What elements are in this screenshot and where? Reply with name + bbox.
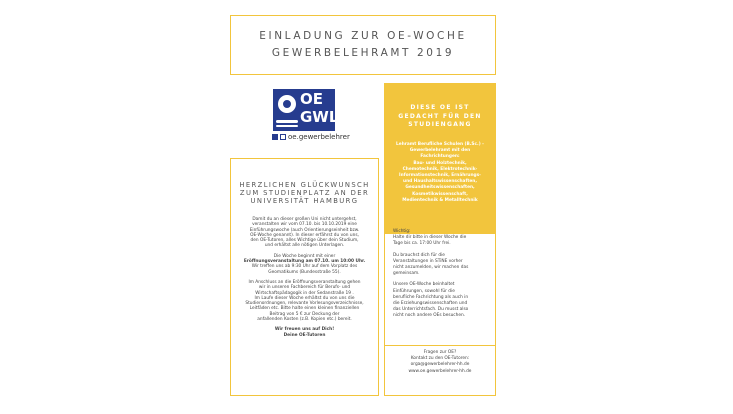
note-line: Tage bis ca. 17:00 Uhr frei. [393, 241, 451, 247]
logo-text-oe: OE [300, 90, 323, 108]
note-line: Du brauchst dich für die [393, 252, 445, 258]
welcome-line: Im Laufe dieser Woche erhältst du von uns die [254, 295, 355, 301]
welcome-line: Beitrag von 5 € zur Deckung der [269, 311, 340, 317]
contact-website-link[interactable]: www.oe.gewerbelehrer-hh.de [408, 368, 472, 374]
study-program-line: Fachrichtungen: [420, 154, 460, 160]
note-line: berufliche Fachrichtung als auch in [393, 294, 469, 300]
page-title-line-2: GEWERBELEHRAMT 2019 [271, 47, 455, 59]
important-heading: Wichtig: [393, 229, 411, 234]
note-line: gemeinsam. [393, 271, 420, 277]
welcome-line: Leitfäden etc. Bitte halte einen kleinen finanziellen [249, 306, 360, 312]
wave-icon-2 [276, 125, 298, 127]
welcome-line: und erhältst alle nötigen Unterlagen. [264, 243, 345, 249]
page-title-line-1: EINLADUNG ZUR OE-WOCHE [259, 30, 467, 42]
welcome-line: Einführungswoche (auch Orientierungseinheit bzw. [249, 227, 360, 233]
welcome-title [231, 181, 378, 205]
welcome-box [230, 158, 379, 396]
welcome-signature: Deine OE-Tutoren [283, 332, 326, 338]
welcome-title-line: HERZLICHEN GLÜCKWUNSCH [239, 181, 370, 189]
contact-question: Fragen zur OE? [423, 350, 457, 355]
welcome-line: den OE-Tutoren, alles Wichtige über dein Studium, [250, 238, 359, 244]
welcome-line: Im Anschluss an die Eröffnungsveranstaltung gehen [248, 279, 361, 285]
study-program-line: Kosmetikwissenschaft, [412, 191, 468, 197]
study-program-description [387, 142, 493, 204]
study-program-line: Chemotechnik, Elektrotechnik- [402, 166, 478, 172]
welcome-line: Geomatikums (Bundesstraße 55). [268, 269, 341, 275]
note-line: Halte dir bitte in dieser Woche die [393, 235, 467, 241]
facebook-icon [272, 134, 278, 140]
study-program-line: Gewerbelehramt mit den [409, 148, 471, 154]
important-notes [393, 229, 493, 320]
study-program-line: und Haushaltswissenschaften, [403, 179, 477, 185]
welcome-line: anfallenden Kosten (z.B. Kopien etc.) bereit. [257, 317, 352, 323]
welcome-title-line: ZUM STUDIENPLATZ AN DER [239, 189, 370, 197]
welcome-line: Wirtschaftspädagogik in der Sedanstraße 19 . [255, 290, 354, 296]
social-handle: oe.gewerbelehrer [288, 133, 350, 141]
welcome-line: wir in unseren Fachbereich für Berufs- und [258, 285, 351, 291]
contact-label: Kontakt zu den OE-Tutoren: [410, 356, 470, 362]
note-line: das Unterrichtsfach. Du musst also [393, 307, 469, 313]
welcome-line: Die Woche beginnt mit einer [273, 253, 336, 259]
logo-text-gwl: GWL [300, 108, 339, 126]
contact-divider [384, 345, 496, 346]
title-box [230, 15, 496, 75]
welcome-signoff: Wir freuen uns auf Dich! [274, 327, 335, 333]
note-line: nicht anzumelden, wir machen das [393, 265, 469, 271]
study-program-title [385, 104, 495, 130]
study-program-title-line: STUDIENGANG [408, 121, 472, 128]
note-line: Veranstaltungen in STiNE vorher [393, 258, 463, 264]
note-line: Unsere OE-Woche beinhaltet [393, 282, 455, 288]
lifebuoy-icon [278, 95, 296, 113]
study-program-title-line: DIESE OE IST [410, 104, 470, 111]
welcome-text [231, 217, 378, 338]
contact-info [384, 350, 496, 375]
welcome-line: Damit du an dieser großen Uni nicht untergehst, [252, 217, 357, 222]
study-program-line: Gesundheitswissenschaften, [405, 185, 475, 191]
welcome-line: OE-Woche genannt). In dieser erfährst du von uns, [250, 232, 359, 238]
study-program-title-line: GEDACHT FÜR DEN [398, 112, 482, 120]
social-handle-row [272, 133, 350, 141]
welcome-line: Studienordnungen, relevante Vorlesungsverzeichnisse, [245, 301, 364, 307]
study-program-panel [385, 84, 495, 234]
note-line: die Erziehungswissenschaften und [393, 301, 468, 307]
study-program-line: Lehramt Berufliche Schulen (B.Sc.) - [396, 142, 484, 147]
note-line: Einführungen, sowohl für die [393, 288, 455, 294]
oe-gwl-logo [273, 89, 339, 131]
welcome-title-line: UNIVERSITÄT HAMBURG [250, 197, 359, 205]
wave-icon [276, 120, 298, 123]
note-line: nicht noch andere OEs besuchen. [393, 313, 466, 319]
instagram-icon [280, 134, 286, 140]
welcome-line: Wir treffen uns ab 9:30 Uhr auf dem Vorplatz des [251, 264, 358, 270]
welcome-line: veranstalten wir vom 07.10. bis 10.10.2019 eine [252, 222, 357, 228]
contact-email-link[interactable]: orga@gewerbelehrer-hh.de [410, 362, 470, 368]
study-program-line: Medientechnik & Metalltechnik [402, 197, 478, 203]
welcome-line: Eröffnungsveranstaltung am 07.10. um 10:00 Uhr. [243, 259, 366, 265]
study-program-line: Informationstechnik, Ernährungs- [399, 173, 481, 179]
study-program-line: Bau- und Holztechnik, [413, 160, 467, 166]
